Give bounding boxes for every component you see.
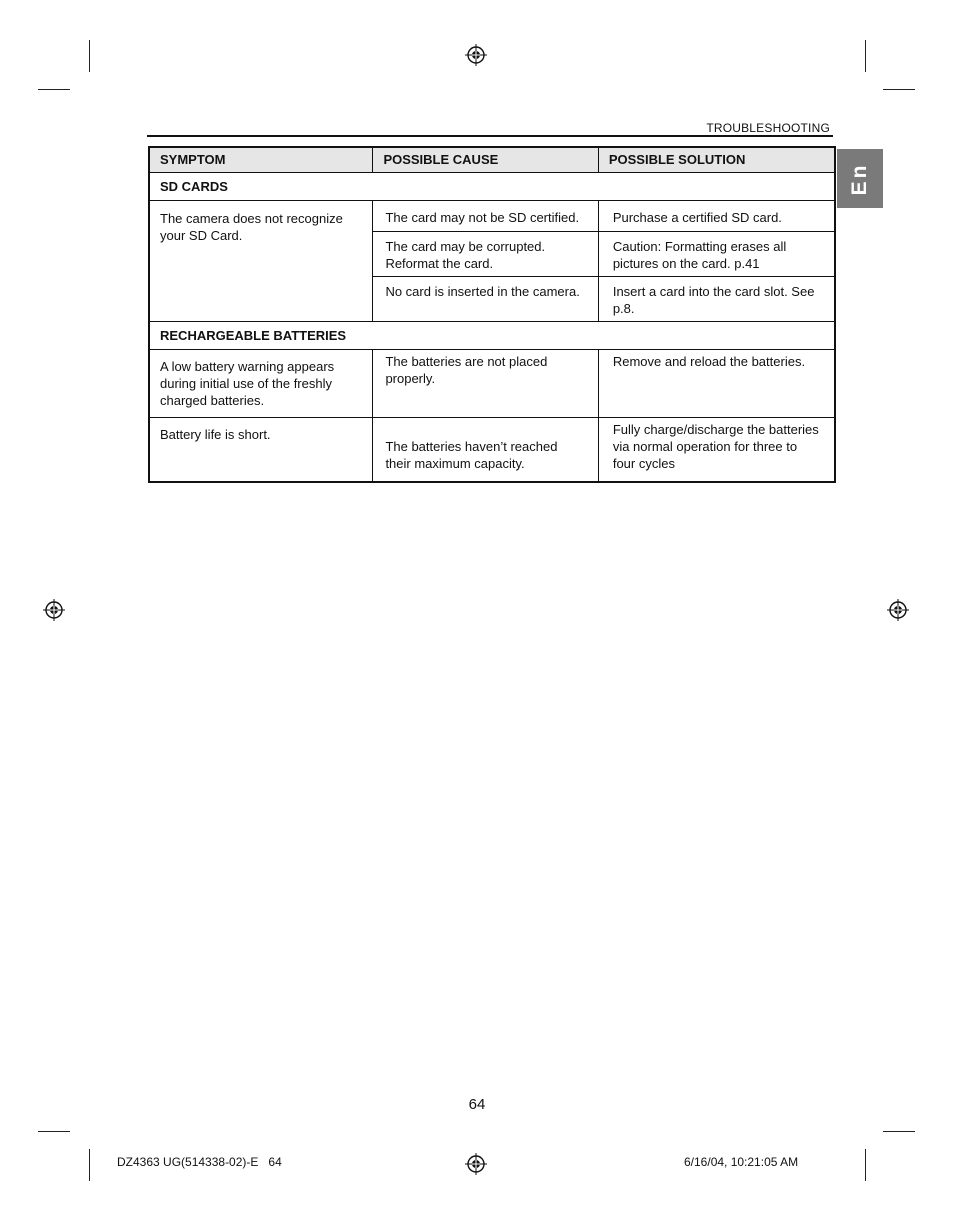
table-row: [149, 418, 835, 483]
section-header-label: TROUBLESHOOTING: [706, 121, 830, 135]
crop-mark-top-left-v: [89, 40, 90, 72]
symptom-cell: The camera does not recognize your SD Card.: [149, 201, 373, 322]
solution-cell: Fully charge/discharge the batteries via normal operation for three to four cycles: [598, 418, 835, 483]
print-slug-timestamp: 6/16/04, 10:21:05 AM: [684, 1155, 799, 1169]
table-row: [149, 201, 835, 232]
section-title: RECHARGEABLE BATTERIES: [149, 322, 835, 350]
solution-cell: Caution: Formatting erases all pictures on the card. p.41: [598, 232, 835, 277]
crop-mark-top-right-v: [865, 40, 866, 72]
symptom-cell: Battery life is short.: [149, 418, 373, 483]
section-row-sd-cards: [149, 173, 835, 201]
cause-cell: The card may be corrupted. Reformat the card.: [373, 232, 598, 277]
cause-cell: The batteries haven’t reached their maximum capacity.: [373, 418, 598, 483]
crop-mark-bottom-right-v: [865, 1149, 866, 1181]
solution-cell: Purchase a certified SD card.: [598, 201, 835, 232]
crop-mark-top-left-h: [38, 89, 70, 90]
page-number: 64: [468, 1096, 486, 1113]
table-row: [149, 350, 835, 418]
solution-cell: Insert a card into the card slot. See p.8.: [598, 277, 835, 322]
cause-cell: No card is inserted in the camera.: [373, 277, 598, 322]
crop-mark-bottom-left-v: [89, 1149, 90, 1181]
solution-cell: Remove and reload the batteries.: [598, 350, 835, 418]
language-tab: [837, 149, 883, 208]
crop-mark-bottom-right-h: [883, 1131, 915, 1132]
column-header-symptom: SYMPTOM: [149, 147, 373, 173]
registration-mark-icon: [465, 44, 487, 66]
registration-mark-icon: [465, 1153, 487, 1175]
troubleshooting-table: [148, 146, 836, 483]
table-header-row: [149, 147, 835, 173]
crop-mark-bottom-left-h: [38, 1131, 70, 1132]
column-header-solution: POSSIBLE SOLUTION: [598, 147, 835, 173]
column-header-cause: POSSIBLE CAUSE: [373, 147, 598, 173]
cause-cell: The card may not be SD certified.: [373, 201, 598, 232]
crop-mark-top-right-h: [883, 89, 915, 90]
section-title: SD CARDS: [149, 173, 835, 201]
language-tab-label: En: [848, 162, 871, 195]
section-row-rechargeable-batteries: [149, 322, 835, 350]
header-rule: [147, 135, 833, 137]
print-slug-file: DZ4363 UG(514338-02)-E 64: [117, 1155, 282, 1169]
registration-mark-icon: [43, 599, 65, 621]
symptom-cell: A low battery warning appears during initial use of the freshly charged batteries.: [149, 350, 373, 418]
registration-mark-icon: [887, 599, 909, 621]
cause-cell: The batteries are not placed properly.: [373, 350, 598, 418]
